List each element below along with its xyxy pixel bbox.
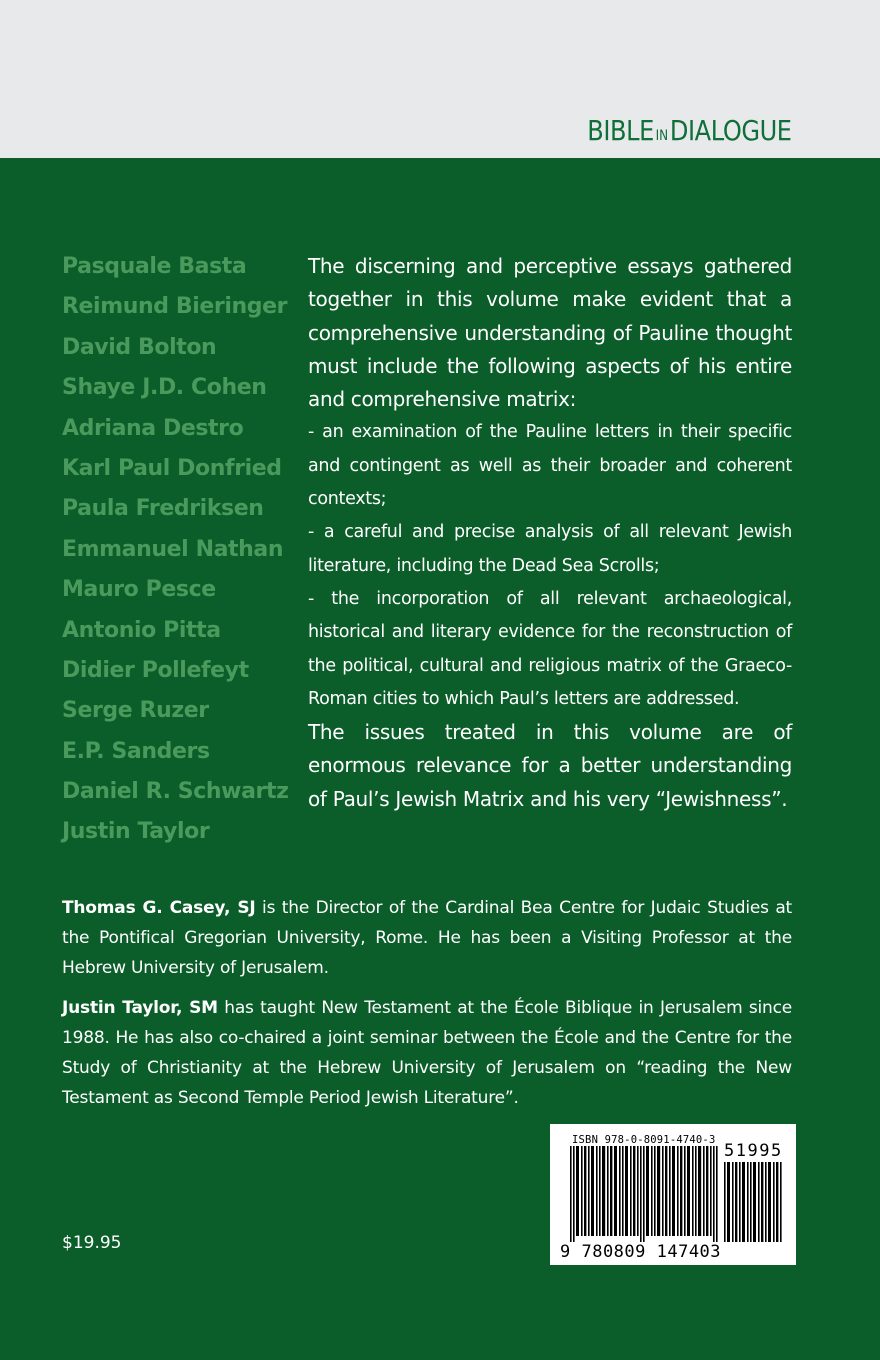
contributor-name: Shaye J.D. Cohen (62, 375, 267, 401)
editor-bio-text: has taught New Testament at the École Biblique in Jerusalem since 1988. He has also co-chaired a joint seminar between the École and the Centre for the Study of Christianity at the Hebrew University of Jerusalem on “reading the New Testament as Second Temple Period Jewish Literature”. (62, 998, 792, 1108)
contributor-list (62, 250, 292, 856)
price-code: 51995 (724, 1141, 783, 1161)
editor-bio-text: is the Director of the Cardinal Bea Centre for Judaic Studies at the Pontifical Gregorian University, Rome. He has been a Visiting Professor at the Hebrew University of Jerusalem. (62, 898, 793, 978)
contributor-name: David Bolton (62, 334, 217, 360)
blurb (308, 250, 792, 816)
contributor-name: Emmanuel Nathan (62, 536, 284, 562)
isbn-label: ISBN 978-0-8091-4740-3 (572, 1134, 716, 1146)
contributor-name: Mauro Pesce (62, 577, 216, 603)
blurb-point: - the incorporation of all relevant archaeological, historical and literary evidence for the reconstruction of the political, cultural and religious matrix of the Graeco-Roman cities to which Paul’s letters are addressed. (308, 588, 792, 709)
editor-bio (62, 993, 792, 1113)
contributor-name: E.P. Sanders (62, 738, 210, 764)
series-title-in: IN (656, 128, 669, 144)
contributor-name: Serge Ruzer (62, 698, 209, 724)
contributor-name: Paula Fredriksen (62, 496, 264, 522)
contributor-name: Reimund Bieringer (62, 294, 288, 320)
price: $19.95 (62, 1233, 122, 1253)
contributor-name: Justin Taylor (62, 819, 210, 845)
editor-bio (62, 893, 792, 983)
editor-name: Justin Taylor, SM (62, 998, 218, 1018)
contributor-name: Didier Pollefeyt (62, 657, 249, 683)
editor-bios (62, 893, 792, 1123)
blurb-closing: The issues treated in this volume are of enormous relevance for a better understanding of Paul’s Jewish Matrix and his very “Jewishness”. (308, 720, 792, 811)
contributor-name: Antonio Pitta (62, 617, 221, 643)
editor-name: Thomas G. Casey, SJ (62, 898, 256, 918)
series-title (588, 114, 792, 147)
barcode-digits: 9 780809 147403 (560, 1242, 722, 1262)
barcode-bars-icon (570, 1146, 720, 1242)
contributor-name: Karl Paul Donfried (62, 455, 282, 481)
contributor-name: Pasquale Basta (62, 254, 247, 279)
barcode (550, 1124, 796, 1265)
blurb-point: - an examination of the Pauline letters in their specific and contingent as well as their broader and coherent contexts; (308, 422, 792, 510)
price-bars-icon (724, 1162, 784, 1242)
blurb-intro: The discerning and perceptive essays gathered together in this volume make evident that a comprehensive understanding of Pauline thought must include the following aspects of his entire and comprehensive matrix: (308, 254, 792, 412)
contributor-name: Daniel R. Schwartz (62, 779, 289, 805)
blurb-point: - a careful and precise analysis of all relevant Jewish literature, including the Dead Sea Scrolls; (308, 522, 792, 576)
series-title-dialogue: DIALOGUE (670, 114, 792, 147)
series-title-bible: BIBLE (587, 114, 655, 147)
contributor-name: Adriana Destro (62, 415, 244, 441)
